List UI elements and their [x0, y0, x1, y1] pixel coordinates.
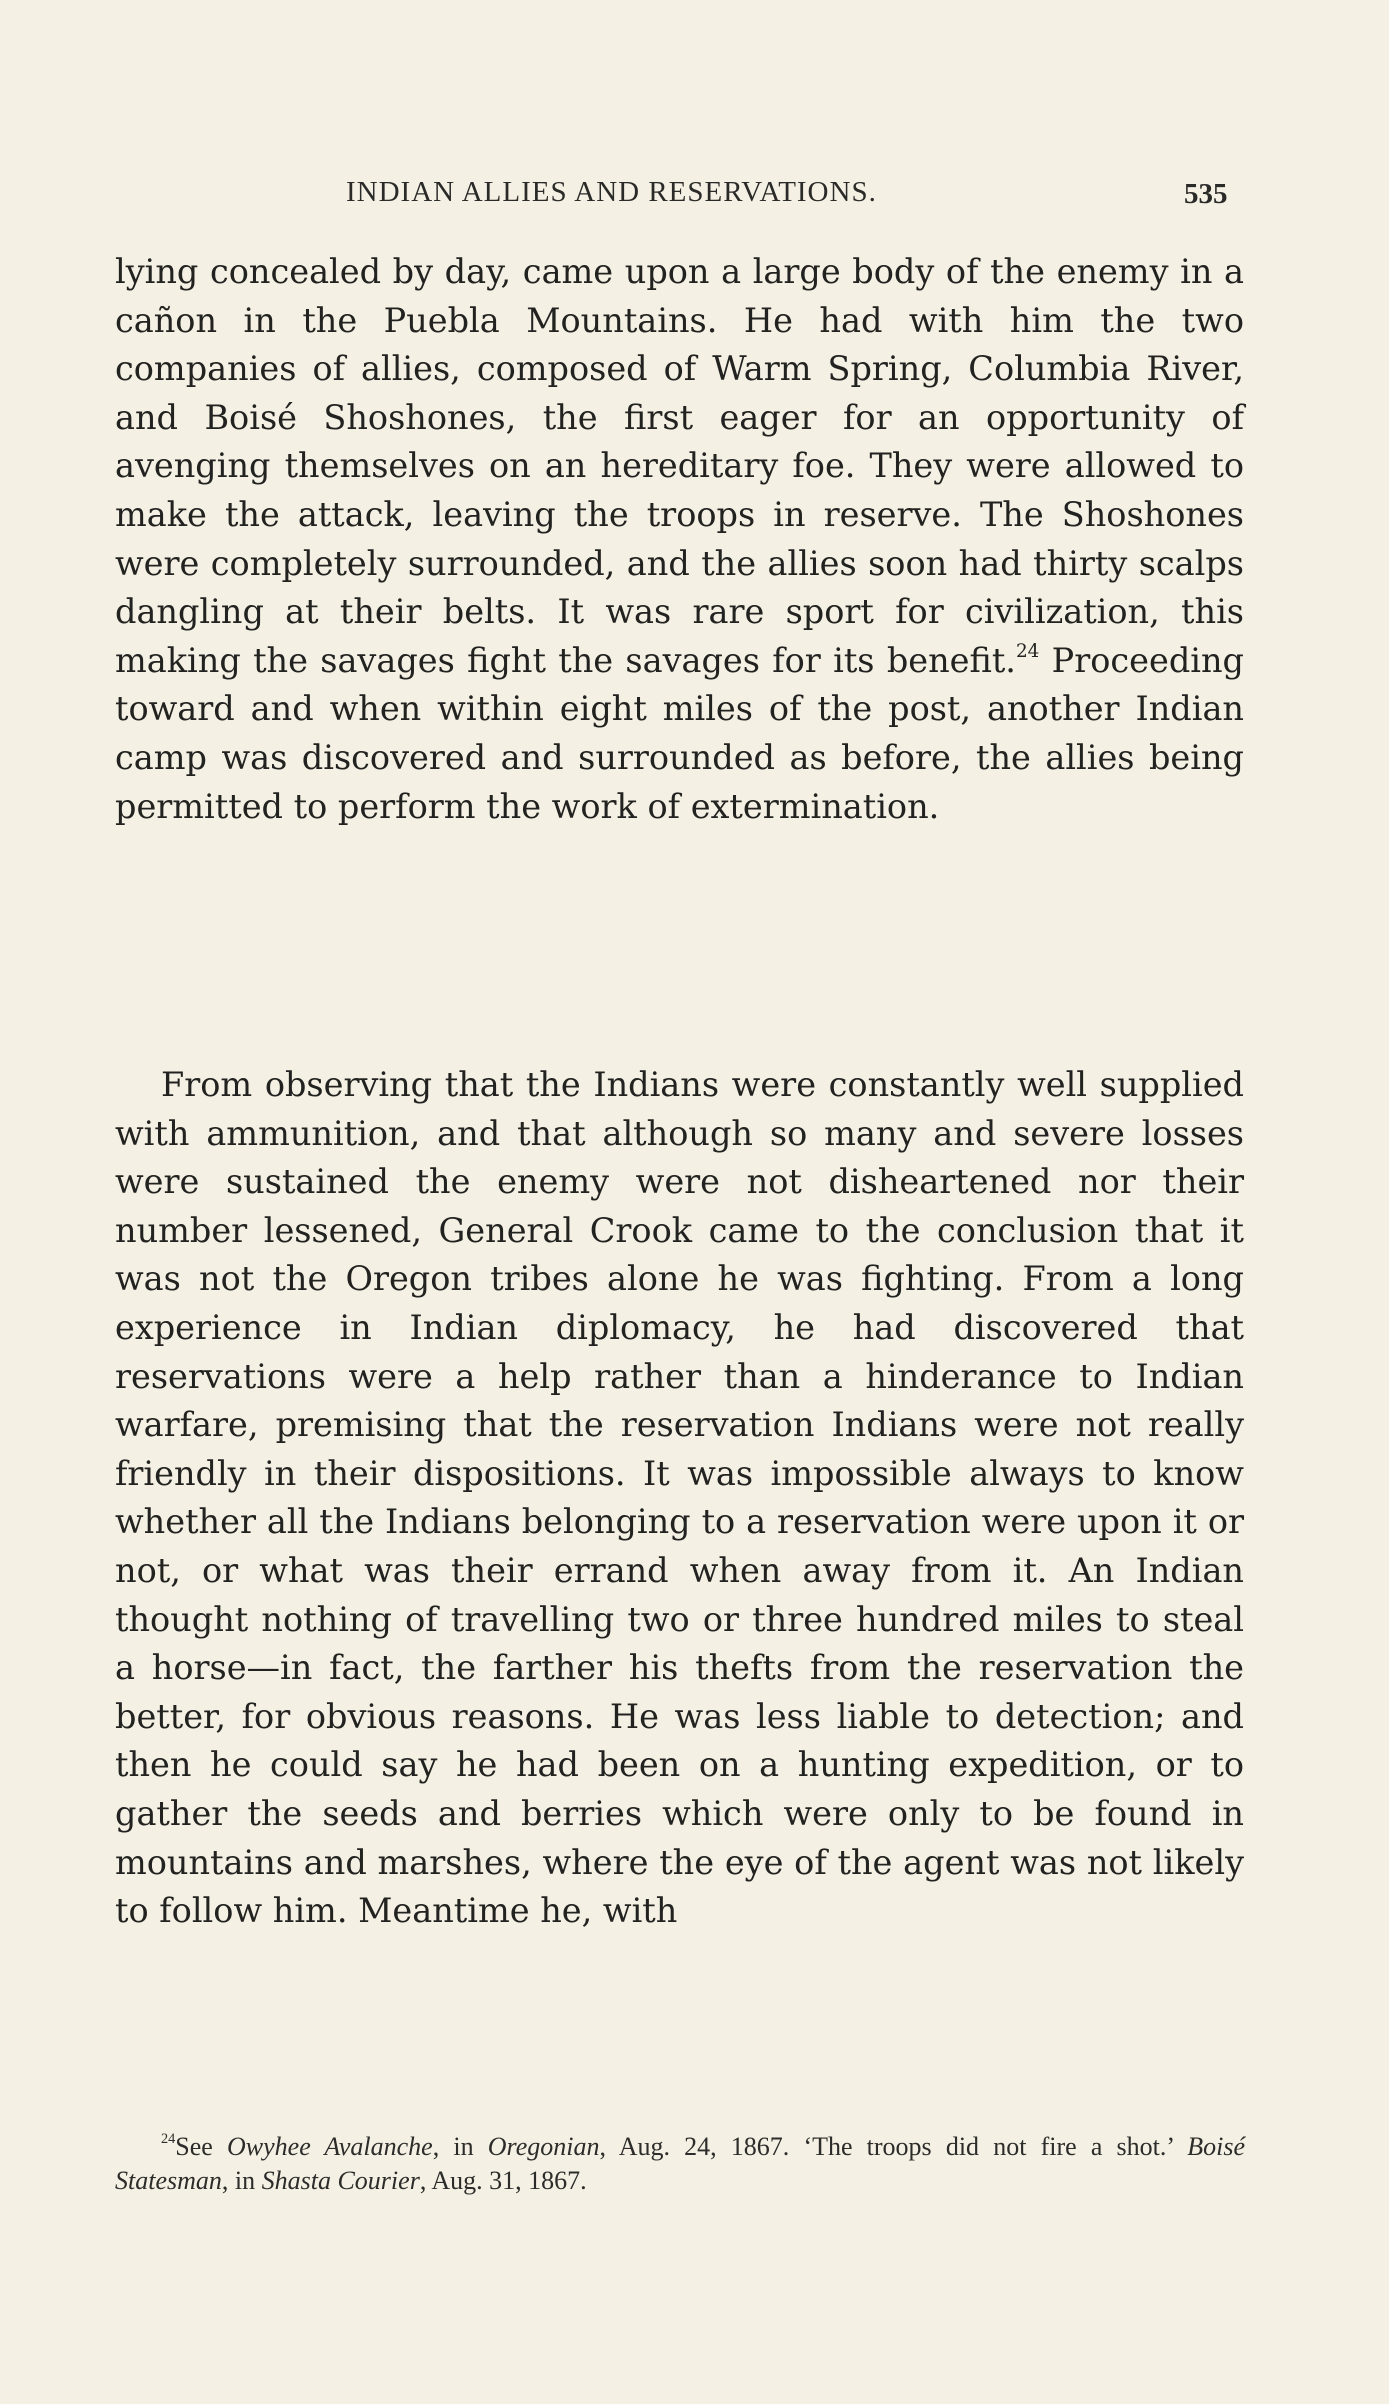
- page-number: 535: [1184, 178, 1228, 210]
- paragraph-1-continuation: Proceeding toward and when within eight miles of the post, another Indian camp was discovered and surrounded as before, the allies being permitted to perform the work of extermination.: [115, 640, 1245, 826]
- footnote-source-oregonian: Oregonian: [487, 2132, 600, 2161]
- footnotes: [115, 2130, 1245, 2198]
- footnote-quote: ‘The troops did not fire a shot.’: [803, 2132, 1188, 2161]
- footnote-date-2: , Aug. 31, 1867.: [419, 2166, 587, 2195]
- footnote-source-statesman: Boisé Statesman: [115, 2132, 1246, 2195]
- running-head-title: INDIAN ALLIES AND RESERVATIONS.: [346, 176, 877, 208]
- footnote-number: 24: [161, 2131, 176, 2148]
- paragraph-2: From observing that the Indians were constantly well supplied with ammunition, and that although so many and severe losses were sustained the enemy were not disheartened nor their number lessened, General Crook came to the conclusion that it was not the Oregon tribes alone he was fighting. From a long experience in Indian diplomacy, he had discovered that reservations were a help rather than a hinderance to Indian warfare, premising that the reservation Indians were not really friendly in their dispositions. It was impossible always to know whether all the Indians belonging to a reservation were upon it or not, or what was their errand when away from it. An Indian thought nothing of travelling two or three hundred miles to steal a horse—in fact, the farther his thefts from the reservation the better, for obvious reasons. He was less liable to detection; and then he could say he had been on a hunting expedition, or to gather the seeds and berries which were only to be found in mountains and marshes, where the eye of the agent was not likely to follow him. Meantime he, with: [115, 1065, 1244, 1931]
- footnote-24: [115, 2130, 1245, 2198]
- footnote-in-1: , in: [432, 2132, 488, 2161]
- footnote-date-1: , Aug. 24, 1867.: [599, 2132, 804, 2161]
- footnote-reference: 24: [1015, 640, 1040, 662]
- paragraph-1: [115, 248, 1244, 831]
- footnote-see: See: [175, 2132, 227, 2161]
- footnote-source-owyhee: Owyhee Avalanche: [227, 2132, 433, 2161]
- paragraph-1-text: lying concealed by day, came upon a large body of the enemy in a cañon in the Puebla Mountains. He had with him the two companies of allies, composed of Warm Spring, Columbia River, and Boisé Shoshones, the first eager for an opportunity of avenging themselves on an hereditary foe. They were allowed to make the attack, leaving the troops in reserve. The Shoshones were completely surrounded, and the allies soon had thirty scalps dangling at their belts. It was rare sport for civilization, this making the savages fight the savages for its benefit.: [115, 252, 1244, 680]
- footnote-in-2: , in: [221, 2166, 262, 2195]
- footnote-source-courier: Shasta Courier: [261, 2166, 420, 2195]
